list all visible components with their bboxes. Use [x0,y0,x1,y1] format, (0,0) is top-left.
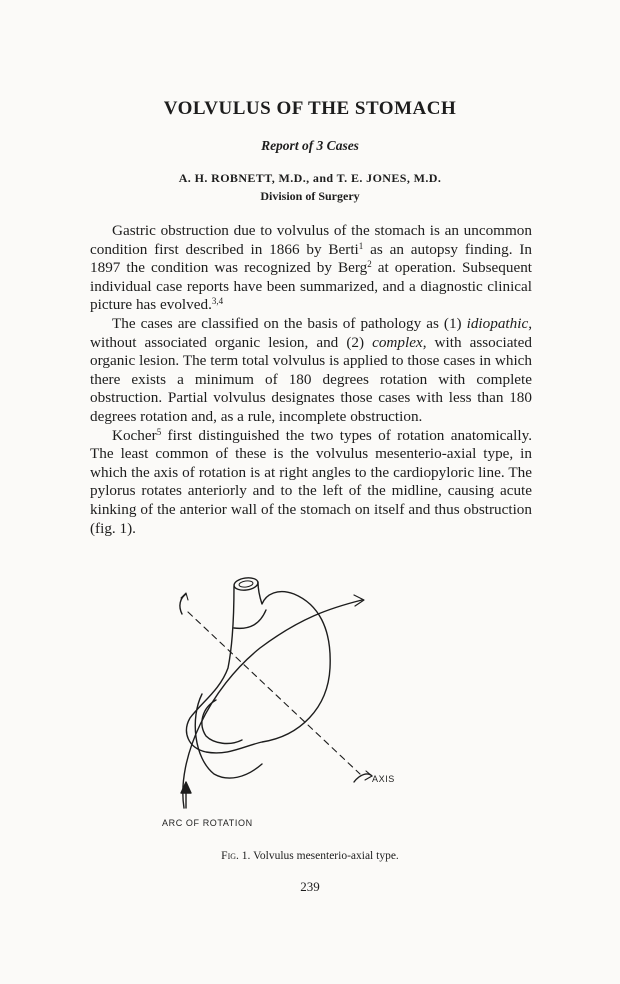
reference-5: 5 [156,426,162,437]
rotation-axis [188,612,360,774]
p3-text-b: first distinguished the two types of rotation anatomically. The least common of these is the volvulus mesenterio-axial type, in which the axis of rotation is at right angles to the cardiopyloric line. The pylorus rotates anteriorly and to the left of the midline, causing acute kinking of the anterior wall of the stomach on itself and thus obstruction (fig. 1). [90,426,532,537]
stomach-diagram [150,568,450,838]
term-idiopathic: idiopathic [466,314,529,332]
axis-label: AXIS [372,774,395,784]
stomach-outline [187,582,331,753]
reference-2: 2 [367,259,372,270]
p3-text-a: Kocher [112,426,157,444]
caption-prefix: Fig. 1. [221,850,251,862]
p2-text-b: , without associated organic lesion, and (2) [90,314,532,351]
article-title: VOLVULUS OF THE STOMACH [163,98,457,119]
paragraph-2 [90,315,532,427]
paragraph-3 [90,427,532,539]
paragraph-1 [90,222,532,315]
author-line: A. H. ROBNETT, M.D., and T. E. JONES, M.D. [178,171,442,185]
figure-1 [150,568,450,838]
arc-label: ARC OF ROTATION [162,818,253,828]
figure-caption [0,850,620,862]
p1-text-b: as an autopsy finding. In 1897 the condition was recognized by Berg [90,240,532,277]
esophagus-lumen [239,580,254,588]
p2-text-a: The cases are classified on the basis of pathology as (1) [112,314,467,332]
page-number: 239 [300,879,320,894]
lesser-curvature [234,610,266,628]
p1-text-a: Gastric obstruction due to volvulus of the stomach is an uncommon condition first described in 1866 by Berti [90,222,532,258]
p1-text-c: at operation. Subsequent individual case reports have been summarized, and a diagnostic clinical picture has evolved. [90,259,533,314]
reference-1: 1 [358,240,364,251]
caption-text: Volvulus mesenterio-axial type. [253,850,399,862]
axis-curl-top [180,594,186,614]
axis-curl-bottom-head [365,771,372,780]
article-subtitle: Report of 3 Cases [261,138,359,153]
article-body [90,222,532,538]
p2-text-c: , with associated organic lesion. The term total volvulus is applied to those cases in which there exists a minimum of 180 degrees rotation with complete obstruction. Partial volvulus designates those cases with less than 180 degrees rotation and, as a rule, incomplete obstruction. [90,333,532,425]
esophagus-opening [233,576,258,591]
term-complex: complex [372,333,423,351]
reference-3-4: 3,4 [211,296,224,307]
pylorus-loop [202,700,242,743]
author-affiliation: Division of Surgery [260,189,360,203]
